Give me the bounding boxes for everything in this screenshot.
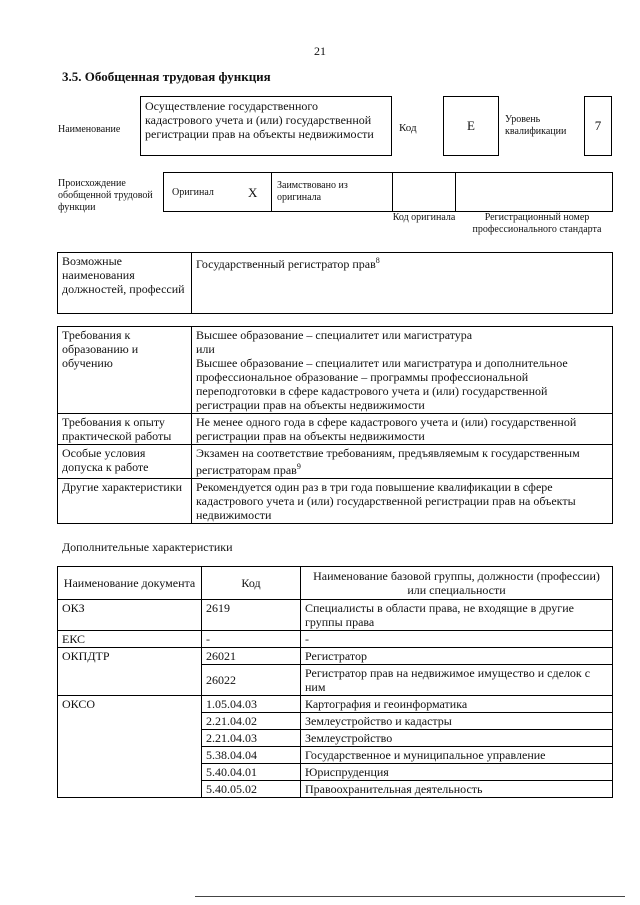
name-cell: Землеустройство bbox=[301, 730, 613, 747]
code-cell: 2.21.04.02 bbox=[202, 713, 301, 730]
requirement-value bbox=[192, 445, 613, 479]
positions-value: Государственный регистратор прав bbox=[196, 257, 376, 271]
divider bbox=[271, 173, 272, 211]
requirement-value: Не менее одного года в сфере кадастрового учета и (или) государственной регистрации прав на объекты недвижимости bbox=[192, 414, 613, 445]
name-cell: Юриспруденция bbox=[301, 764, 613, 781]
doc-cell: ОКСО bbox=[58, 696, 202, 798]
doc-cell: ОКЗ bbox=[58, 600, 202, 631]
origin-table bbox=[163, 172, 613, 212]
code-cell: 5.40.05.02 bbox=[202, 781, 301, 798]
name-value: Осуществление государственного кадастрового учета и (или) государственной регистрации прав на объекты недвижимости bbox=[145, 99, 374, 141]
requirements-table bbox=[57, 326, 613, 524]
positions-table bbox=[57, 252, 613, 314]
divider bbox=[392, 173, 393, 211]
table-row bbox=[58, 696, 613, 713]
original-label: Оригинал bbox=[172, 187, 214, 198]
code-label: Код bbox=[399, 122, 417, 134]
code-box bbox=[443, 96, 499, 156]
code-value: E bbox=[467, 118, 475, 133]
name-value-box bbox=[140, 96, 392, 156]
original-mark: X bbox=[248, 185, 258, 200]
table-row bbox=[58, 648, 613, 665]
requirement-line: Экзамен на соответствие требованиям, предъявляемым к государственным регистраторам прав bbox=[196, 446, 580, 477]
code-cell: 2.21.04.03 bbox=[202, 730, 301, 747]
requirement-line: Высшее образование – специалитет или магистратура bbox=[196, 328, 473, 342]
table-row bbox=[58, 600, 613, 631]
name-cell: Государственное и муниципальное управление bbox=[301, 747, 613, 764]
page-number: 21 bbox=[314, 44, 326, 58]
code-cell: 5.40.04.01 bbox=[202, 764, 301, 781]
footnote-marker: 9 bbox=[296, 462, 301, 471]
requirement-label: Другие характеристики bbox=[58, 479, 192, 524]
code-caption: Код оригинала bbox=[392, 212, 456, 223]
code-cell: 1.05.04.03 bbox=[202, 696, 301, 713]
doc-cell: ОКПДТР bbox=[58, 648, 202, 696]
requirement-line: Высшее образование – специалитет или магистратура и дополнительное профессиональное образование – программы профессиональной переподготовки в сфере кадастрового учета и (или) государственной регистрации прав на объекты недвижимости bbox=[196, 356, 568, 412]
header-code: Код bbox=[202, 567, 301, 600]
level-label: Уровень квалификации bbox=[505, 114, 567, 137]
name-cell: Регистратор bbox=[301, 648, 613, 665]
level-box bbox=[584, 96, 612, 156]
doc-cell: ЕКС bbox=[58, 631, 202, 648]
name-cell: Землеустройство и кадастры bbox=[301, 713, 613, 730]
code-cell: 26021 bbox=[202, 648, 301, 665]
requirement-label: Особые условия допуска к работе bbox=[58, 445, 192, 479]
requirement-row bbox=[58, 327, 613, 414]
name-cell: Правоохранительная деятельность bbox=[301, 781, 613, 798]
name-cell: Специалисты в области права, не входящие в другие группы права bbox=[301, 600, 613, 631]
code-cell: 5.38.04.04 bbox=[202, 747, 301, 764]
positions-value-cell bbox=[192, 253, 613, 314]
page-bottom-rule bbox=[195, 896, 625, 897]
name-cell: - bbox=[301, 631, 613, 648]
requirement-value: Рекомендуется один раз в три года повышение квалификации в сфере кадастрового учета и (или) государственной регистрации прав на объекты недвижимости bbox=[192, 479, 613, 524]
name-cell: Регистратор прав на недвижимое имущество и сделок с ним bbox=[301, 665, 613, 696]
borrowed-label: Заимствовано из оригинала bbox=[277, 180, 348, 203]
requirement-row bbox=[58, 479, 613, 524]
code-cell: - bbox=[202, 631, 301, 648]
reg-caption: Регистрационный номер профессионального стандарта bbox=[472, 212, 602, 235]
requirement-label: Требования к опыту практической работы bbox=[58, 414, 192, 445]
level-value: 7 bbox=[594, 118, 602, 133]
requirement-label: Требования к образованию и обучению bbox=[58, 327, 192, 414]
footnote-marker: 8 bbox=[375, 256, 380, 265]
section-title: 3.5. Обобщенная трудовая функция bbox=[62, 69, 271, 84]
header-name: Наименование базовой группы, должности (профессии) или специальности bbox=[301, 567, 613, 600]
requirement-row bbox=[58, 445, 613, 479]
code-cell: 26022 bbox=[202, 665, 301, 696]
requirement-row bbox=[58, 414, 613, 445]
divider bbox=[455, 173, 456, 211]
positions-label: Возможные наименования должностей, профессий bbox=[58, 253, 192, 314]
requirement-value bbox=[192, 327, 613, 414]
requirement-line: или bbox=[196, 342, 215, 356]
table-header-row bbox=[58, 567, 613, 600]
additional-title: Дополнительные характеристики bbox=[62, 540, 233, 554]
name-cell: Картография и геоинформатика bbox=[301, 696, 613, 713]
origin-label: Происхождение обобщенной трудовой функции bbox=[58, 178, 153, 213]
code-cell: 2619 bbox=[202, 600, 301, 631]
name-label: Наименование bbox=[58, 124, 121, 135]
header-doc: Наименование документа bbox=[58, 567, 202, 600]
additional-table bbox=[57, 566, 613, 798]
table-row bbox=[58, 631, 613, 648]
